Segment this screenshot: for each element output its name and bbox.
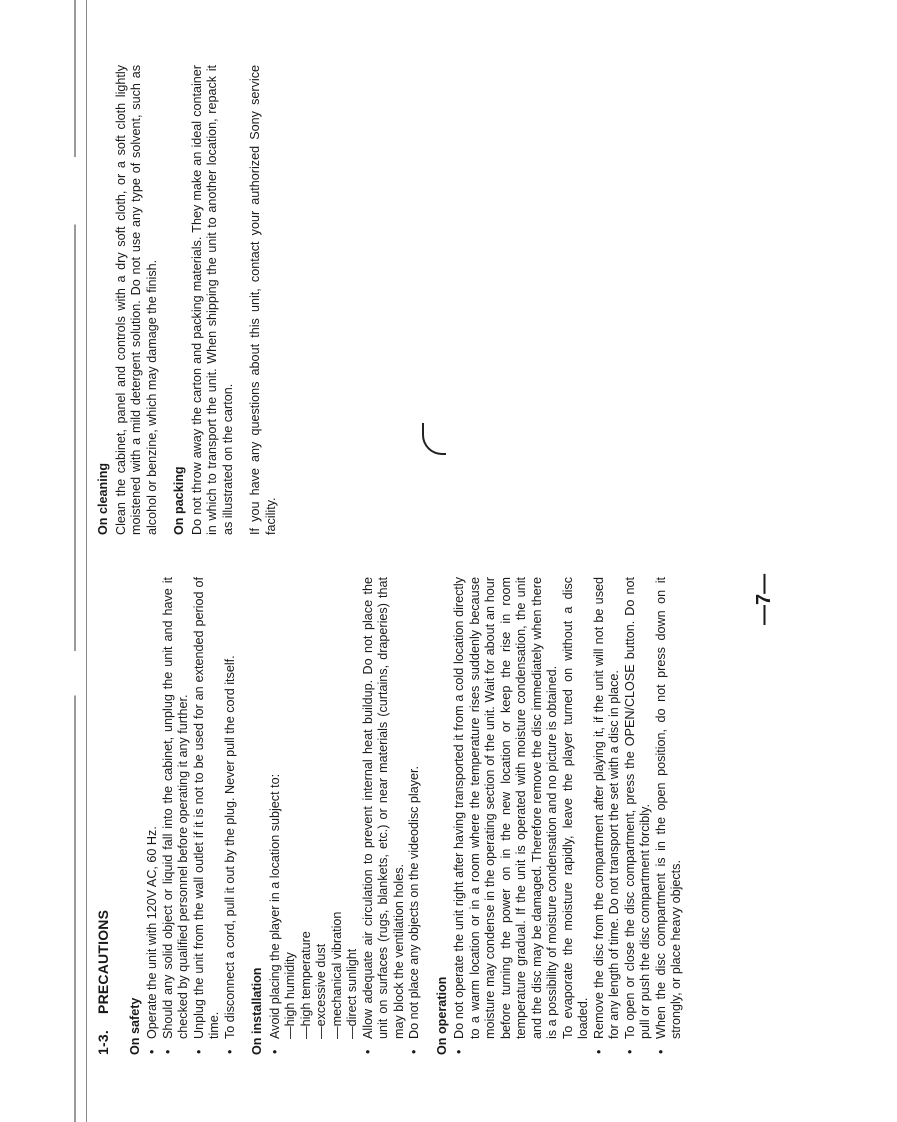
list-item: • Remove the disc from the compartment after playing it, if the unit will not be used for any length of time. Do not transport the set with a disc in place. — [591, 577, 621, 1054]
rotated-content — [82, 55, 842, 1095]
operation-list — [452, 577, 685, 1055]
list-item: • When the disc compartment is in the open position, do not press down on it strongly, or place heavy objects. — [653, 577, 683, 1054]
page-number: —7— — [753, 573, 775, 625]
cleaning-text: Clean the cabinet, panel and controls with a dry soft cloth, or a soft cloth lightly moistened with a mild detergent solution. Do not use any type of solvent, such as alcohol or benzine, which may damage the finish. — [113, 65, 159, 535]
safety-heading: On safety — [127, 997, 142, 1055]
list-item: • Unplug the unit from the wall outlet if it is not to be used for an extended period of time. — [191, 577, 221, 1054]
installation-heading: On installation — [250, 967, 264, 1055]
operation-heading: On operation — [434, 976, 449, 1055]
packing-heading: On packing — [172, 466, 186, 535]
spacer — [236, 65, 248, 535]
section-title — [96, 577, 112, 1055]
list-item: • To disconnect a cord, pull it out by the plug. Never pull the cord itself. — [222, 655, 237, 1054]
condition-item: —excessive dust — [314, 943, 328, 1039]
condition-item: —high humidity — [283, 952, 297, 1039]
left-column — [96, 577, 685, 1055]
list-item: • Avoid placing the player in a location subject to: — [267, 773, 282, 1054]
list-item: • Allow adequate air circulation to prevent internal heat buildup. Do not place the unit on surfaces (rugs, blankets, etc.) or near materials (curtains, draperies) that may block the ventilation holes. — [360, 577, 406, 1054]
section-title-text: PRECAUTIONS — [95, 909, 111, 1014]
pen-mark — [422, 423, 446, 455]
list-item: • Do not operate the unit right after having transported it from a cold location directly to a warm location or in a room where the temperature rises suddenly because moisture may condense in the operating section of the unit. Wait for about an hour before turning the power on in the new location or keep the rise in room temperature gradual. If the unit is operated with moisture condensation, the unit and the disc may be damaged. Therefore remove the disc immediately when there is a possibility of moisture condensation and no picture is obtained. — [452, 577, 559, 1054]
right-column — [96, 65, 279, 535]
list-item: • Operate the unit with 120V AC, 60 Hz. — [145, 826, 159, 1054]
questions-text: If you have any questions about this unit, contact your authorized Sony service facility. — [248, 65, 278, 535]
list-item: • Do not place any objects on the videodisc player. — [407, 765, 421, 1054]
list-item: • To open or close the disc compartment, press the OPEN/CLOSE button. Do not pull or push the disc compartment forcibly. — [622, 577, 652, 1054]
condition-item: —direct sunlight — [345, 948, 359, 1039]
section-number: 1-3. — [95, 1030, 111, 1055]
condition-item: —mechanical vibration — [329, 911, 344, 1039]
list-item: • Should any solid object or liquid fall into the cabinet, unplug the unit and have it checked by qualified personnel before operating it any further. — [160, 577, 190, 1054]
list-item-continuation: To evaporate the moisture rapidly, leave the player turned on without a disc loaded. — [560, 577, 590, 1039]
condition-item: —high temperature — [298, 931, 313, 1039]
installation-list — [268, 577, 423, 1055]
packing-text: Do not throw away the carton and packing materials. They make an ideal container in which to transport the unit. When shipping the unit to another location, repack it as illustrated on the carton. — [189, 65, 235, 535]
bottom-rule — [74, 0, 76, 1122]
safety-list — [145, 577, 238, 1055]
cleaning-heading: On cleaning — [96, 462, 110, 535]
